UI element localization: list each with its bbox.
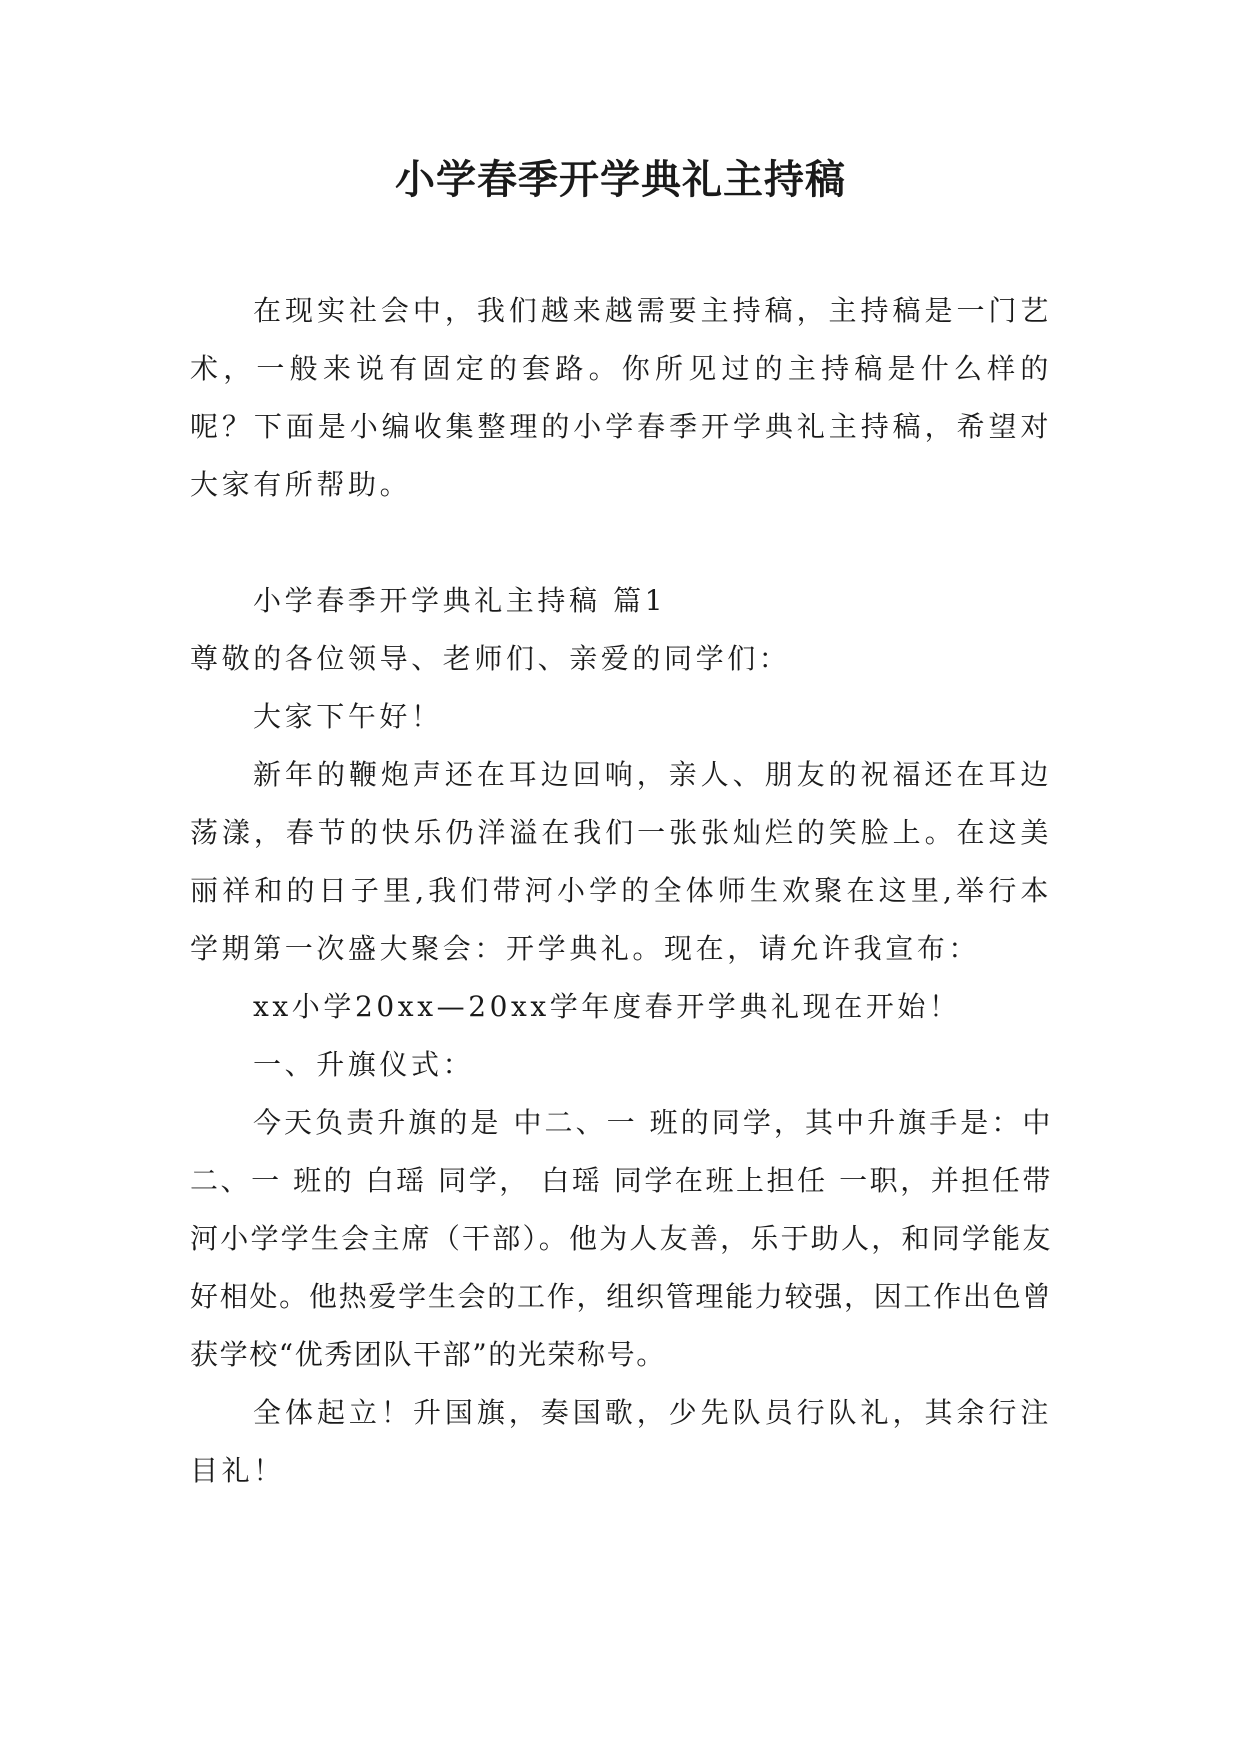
greeting-paragraph: 大家下午好！ bbox=[253, 700, 443, 733]
paragraph-gap bbox=[190, 514, 1052, 572]
flag-raising-paragraph: 今天负责升旗的是 中二、一 班的同学，其中升旗手是：中二、一 班的 白瑶 同学， 白瑶 同学在班上担任 一职，并担任带河小学学生会主席（干部）。他为人友善，乐于助人，和同学能友好相处。他热爱学生会的工作，组织管理能力较强，因工作出色曾获学校“优秀团队干部”的光荣称号。 bbox=[190, 1106, 1052, 1371]
document-title: 小学春季开学典礼主持稿 bbox=[395, 157, 846, 203]
announcement-paragraph: xx小学20xx—20xx学年度春开学典礼现在开始！ bbox=[253, 990, 961, 1023]
ceremony-paragraph: 全体起立！升国旗，奏国歌，少先队员行队礼，其余行注目礼！ bbox=[190, 1396, 1052, 1487]
document-body bbox=[190, 282, 1052, 1500]
opening-paragraph: 新年的鞭炮声还在耳边回响，亲人、朋友的祝福还在耳边荡漾，春节的快乐仍洋溢在我们一张张灿烂的笑脸上。在这美丽祥和的日子里,我们带河小学的全体师生欢聚在这里,举行本学期第一次盛大聚会：开学典礼。现在，请允许我宣布： bbox=[190, 758, 1052, 965]
salutation-paragraph: 尊敬的各位领导、老师们、亲爱的同学们： bbox=[190, 642, 791, 675]
intro-paragraph: 在现实社会中，我们越来越需要主持稿，主持稿是一门艺术，一般来说有固定的套路。你所见过的主持稿是什么样的呢？下面是小编收集整理的小学春季开学典礼主持稿，希望对大家有所帮助。 bbox=[190, 294, 1052, 501]
section-heading: 小学春季开学典礼主持稿 篇1 bbox=[253, 584, 667, 617]
item-one-heading: 一、升旗仪式： bbox=[253, 1048, 475, 1081]
